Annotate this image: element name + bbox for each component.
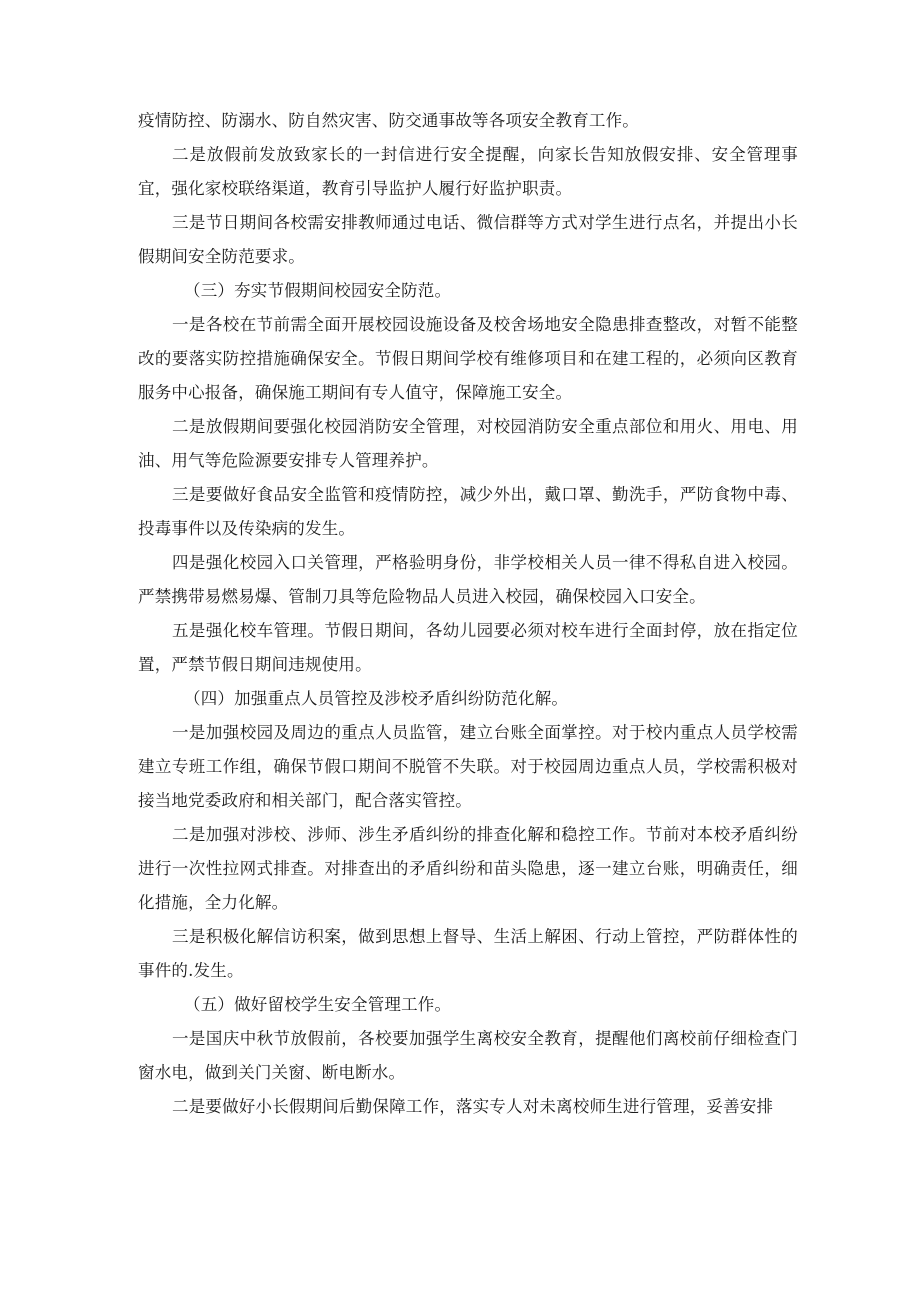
paragraph-item: 五是强化校车管理。节假日期间，各幼儿园要必须对校车进行全面封停，放在指定位置，严禁节假日期间违规使用。 — [138, 621, 798, 674]
paragraph-item: 三是要做好食品安全监管和疫情防控，减少外出，戴口罩、勤洗手，严防食物中毒、投毒事件以及传染病的发生。 — [138, 485, 798, 538]
paragraph-item: 一是国庆中秋节放假前，各校要加强学生离校安全教育，提醒他们离校前仔细检查门窗水电，做到关门关窗、断电断水。 — [138, 1029, 798, 1082]
section-heading: （四）加强重点人员管控及涉校矛盾纠纷防范化解。 — [184, 689, 569, 708]
document-page — [138, 104, 798, 1124]
paragraph-continuation: 疫情防控、防溺水、防自然灾害、防交通事故等各项安全教育工作。 — [138, 111, 639, 130]
paragraph-item: 二是要做好小长假期间后勤保障工作，落实专人对未离校师生进行管理，妥善安排 — [172, 1097, 774, 1116]
paragraph-item: 四是强化校园入口关管理，严格验明身份，非学校相关人员一律不得私自进入校园。严禁携带易燃易爆、管制刀具等危险物品人员进入校园，确保校园入口安全。 — [138, 553, 798, 606]
section-heading: （五）做好留校学生安全管理工作。 — [184, 995, 452, 1014]
paragraph-item: 一是加强校园及周边的重点人员监管，建立台账全面掌控。对于校内重点人员学校需建立专班工作组，确保节假口期间不脱管不失联。对于校园周边重点人员，学校需积极对接当地党委政府和相关部门，配合落实管控。 — [138, 723, 798, 810]
paragraph-item: 三是积极化解信访积案，做到思想上督导、生活上解困、行动上管控，严防群体性的事件的.发生。 — [138, 927, 798, 980]
paragraph-item: 三是节日期间各校需安排教师通过电话、微信群等方式对学生进行点名，并提出小长假期间安全防范要求。 — [138, 213, 798, 266]
paragraph-item: 二是放假前发放致家长的一封信进行安全提醒，向家长告知放假安排、安全管理事宜，强化家校联络渠道，教育引导监护人履行好监护职责。 — [138, 145, 798, 198]
paragraph-item: 一是各校在节前需全面开展校园设施设备及校舍场地安全隐患排查整改，对暂不能整改的要落实防控措施确保安全。节假日期间学校有维修项目和在建工程的，必须向区教育服务中心报备，确保施工期间有专人值守，保障施工安全。 — [138, 315, 798, 402]
paragraph-item: 二是加强对涉校、涉师、涉生矛盾纠纷的排查化解和稳控工作。节前对本校矛盾纠纷进行一次性拉网式排查。对排查出的矛盾纠纷和苗头隐患，逐一建立台账，明确责任，细化措施，全力化解。 — [138, 825, 798, 912]
paragraph-item: 二是放假期间要强化校园消防安全管理，对校园消防安全重点部位和用火、用电、用油、用气等危险源要安排专人管理养护。 — [138, 417, 798, 470]
section-heading: （三）夯实节假期间校园安全防范。 — [184, 281, 452, 300]
